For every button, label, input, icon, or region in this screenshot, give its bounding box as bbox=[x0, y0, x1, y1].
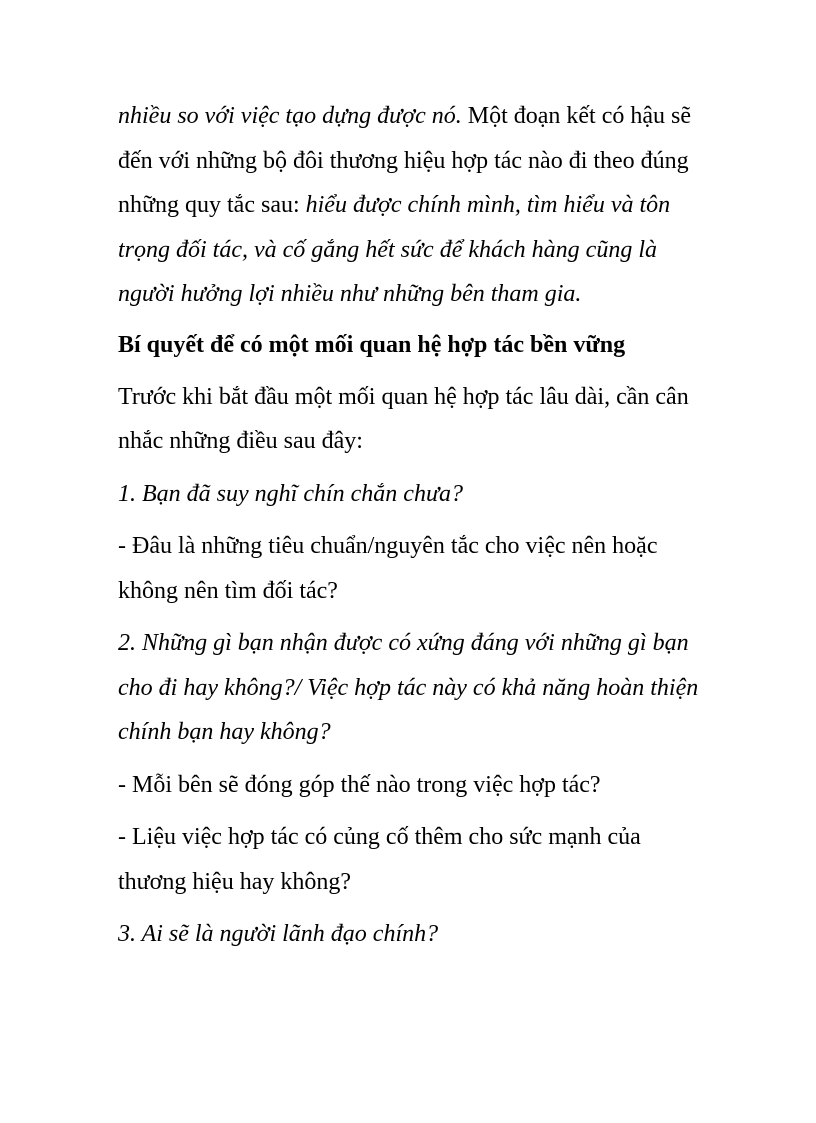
answer-1: - Đâu là những tiêu chuẩn/nguyên tắc cho việc nên hoặc không nên tìm đối tác? bbox=[118, 533, 658, 604]
intro-paragraph bbox=[118, 94, 708, 317]
question-1: 1. Bạn đã suy nghĩ chín chắn chưa? bbox=[118, 480, 464, 507]
lead-paragraph: Trước khi bắt đầu một mối quan hệ hợp tác lâu dài, cần cân nhắc những điều sau đây: bbox=[118, 383, 689, 454]
section-heading: Bí quyết để có một mối quan hệ hợp tác bền vững bbox=[118, 331, 626, 358]
document-body bbox=[118, 94, 708, 965]
intro-normal-text: Một đoạn kết có hậu sẽ đến với những bộ đôi thương hiệu hợp tác nào đi theo đúng những quy tắc sau: bbox=[118, 103, 692, 218]
intro-italic-lead: nhiều so với việc tạo dựng được nó. bbox=[118, 103, 462, 129]
answer-2a: - Mỗi bên sẽ đóng góp thế nào trong việc hợp tác? bbox=[118, 771, 601, 798]
question-2: 2. Những gì bạn nhận được có xứng đáng với những gì bạn cho đi hay không?/ Việc hợp tác này có khả năng hoàn thiện chính bạn hay không? bbox=[118, 630, 699, 745]
intro-italic-tail: hiểu được chính mình, tìm hiểu và tôn trọng đối tác, và cố gắng hết sức để khách hàng cũng là người hưởng lợi nhiều như những bên tham gia. bbox=[118, 192, 671, 307]
answer-2b: - Liệu việc hợp tác có củng cố thêm cho sức mạnh của thương hiệu hay không? bbox=[118, 824, 641, 895]
question-3: 3. Ai sẽ là người lãnh đạo chính? bbox=[118, 921, 439, 947]
